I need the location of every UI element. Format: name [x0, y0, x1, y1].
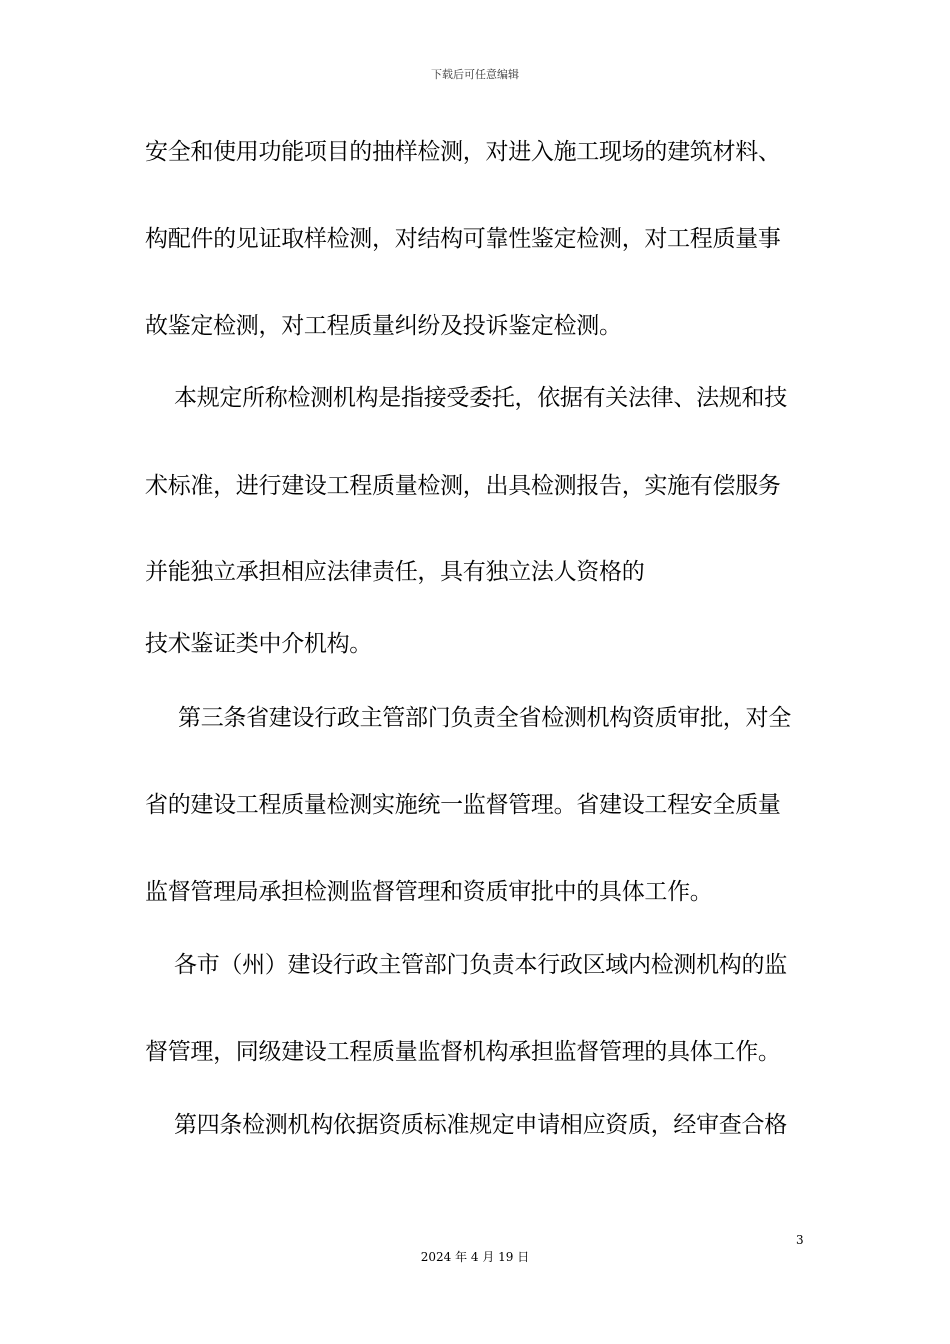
- body-line: 监督管理局承担检测监督管理和资质审批中的具体工作。: [145, 879, 713, 905]
- body-line: 术标准，进行建设工程质量检测，出具检测报告，实施有偿服务: [145, 473, 781, 499]
- body-line: 各市（州）建设行政主管部门负责本行政区域内检测机构的监: [174, 952, 787, 978]
- page-number: 3: [796, 1233, 804, 1247]
- body-line: 构配件的见证取样检测，对结构可靠性鉴定检测，对工程质量事: [145, 226, 781, 252]
- body-line: 督管理，同级建设工程质量监督机构承担监督管理的具体工作。: [145, 1039, 781, 1065]
- body-line: 省的建设工程质量检测实施统一监督管理。省建设工程安全质量: [145, 792, 781, 818]
- body-line: 故鉴定检测，对工程质量纠纷及投诉鉴定检测。: [145, 313, 622, 339]
- body-line: 第四条检测机构依据资质标准规定申请相应资质，经审查合格: [174, 1112, 787, 1138]
- body-line: 本规定所称检测机构是指接受委托，依据有关法律、法规和技: [174, 385, 787, 411]
- footer-date: 2024 年 4 月 19 日: [420, 1250, 530, 1264]
- body-line: 第三条省建设行政主管部门负责全省检测机构资质审批，对全: [178, 705, 791, 731]
- body-line: 技术鉴证类中介机构。: [145, 631, 373, 657]
- page-header: 下载后可任意编辑: [431, 68, 519, 81]
- body-line: 并能独立承担相应法律责任，具有独立法人资格的: [145, 559, 645, 585]
- body-line: 安全和使用功能项目的抽样检测，对进入施工现场的建筑材料、: [145, 139, 781, 165]
